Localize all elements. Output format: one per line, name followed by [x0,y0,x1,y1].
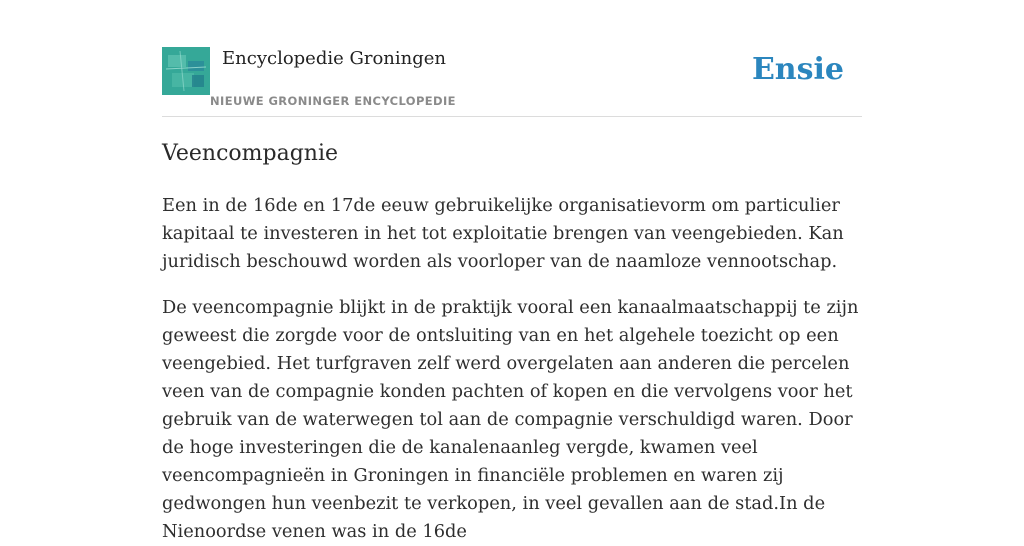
source-header [162,40,862,117]
article-paragraph: Een in de 16de en 17de eeuw gebruikelijke organisatievorm om particulier kapitaal te investeren in het tot exploitatie brengen van veengebieden. Kan juridisch beschouwd worden als voorloper van de naamloze vennootschap. [162,195,844,272]
map-thumbnail-icon [162,47,210,95]
article [162,138,862,546]
article-paragraph: De veencompagnie blijkt in de praktijk vooral een kanaalmaatschappij te zijn geweest die zorgde voor de ontsluiting van en het algehele toezicht op een veengebied. Het turfgraven zelf werd overgelaten aan anderen die percelen veen van de compagnie konden pachten of kopen en die vervolgens voor het gebruik van de waterwegen tol aan de compagnie verschuldigd waren. Door de hoge investeringen die de kanalenaanleg vergde, kwamen veel veencompagnieën in Groningen in financiële problemen en waren zij gedwongen hun veenbezit te verkopen, in veel gevallen aan de stad.In de Nienoordse venen was in de 16de [162,297,859,542]
article-title: Veencompagnie [162,141,339,166]
brand-logo[interactable]: Ensie [751,52,844,87]
source-logo[interactable] [162,47,210,95]
source-subtitle: NIEUWE GRONINGER ENCYCLOPEDIE [210,94,456,108]
source-title[interactable]: Encyclopedie Groningen [222,48,447,69]
